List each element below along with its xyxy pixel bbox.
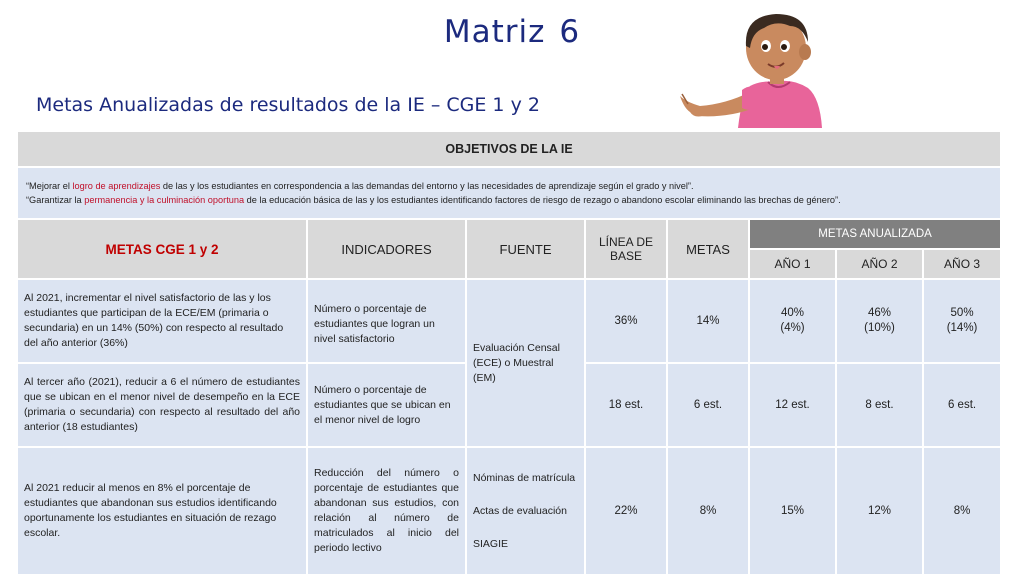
row-1-anio-2-sub: (10%) (864, 322, 895, 334)
row-3-metas: 8% (667, 447, 749, 575)
row-1-anio-1 (749, 279, 836, 363)
row-1-anio-3 (923, 279, 1001, 363)
objective-2-highlight: permanencia y la culminación oportuna (84, 195, 245, 205)
header-metas-cge: METAS CGE 1 y 2 (17, 219, 307, 279)
objective-2-post: de la educación básica de las y los estudiantes identificando factores de riesgo de rezago o abandono escolar eliminando las brechas de género”. (244, 195, 841, 205)
row-3-anio-3: 8% (923, 447, 1001, 575)
header-metas: METAS (667, 219, 749, 279)
title-number: 6 (559, 14, 581, 50)
row-2-anio-1: 12 est. (749, 363, 836, 447)
header-linea-base: LÍNEA DE BASE (585, 219, 667, 279)
row-1-indicador: Número o porcentaje de estudiantes que logran un nivel satisfactorio (307, 279, 466, 363)
page-subtitle: Metas Anualizadas de resultados de la IE – CGE 1 y 2 (36, 94, 540, 116)
row-3-fuente-2: Actas de evaluación (473, 504, 567, 517)
title-word: Matriz (443, 14, 546, 50)
row-1-anio-2-value: 46% (867, 307, 892, 319)
header-metas-anualizada: METAS ANUALIZADA (749, 219, 1001, 249)
row-1-anio-1-sub: (4%) (780, 322, 805, 334)
objective-1 (26, 179, 992, 193)
row-2-anio-3: 6 est. (923, 363, 1001, 447)
child-illustration (672, 8, 832, 128)
row-1-anio-3-value: 50% (950, 307, 974, 319)
row-2-meta: Al tercer año (2021), reducir a 6 el número de estudiantes que se ubican en el menor nivel de desempeño en la ECE (primaria o secundaria) con respecto al resultado del año anterior (18 estudiantes) (17, 363, 307, 447)
row-1-anio-2 (836, 279, 923, 363)
objective-2 (26, 193, 992, 207)
row-1-anio-1-value: 40% (780, 307, 805, 319)
row-3-indicador: Reducción del número o porcentaje de estudiantes que abandonan sus estudios, con relación al número de matriculados al inicio del periodo lectivo (307, 447, 466, 575)
row-3-anio-1: 15% (749, 447, 836, 575)
objective-2-pre: “Garantizar la (26, 195, 85, 205)
header-anio-2: AÑO 2 (836, 249, 923, 279)
objectives-text (17, 167, 1001, 219)
objective-1-highlight: logro de aprendizajes (72, 181, 161, 191)
row-2-metas: 6 est. (667, 363, 749, 447)
row-1-meta: Al 2021, incrementar el nivel satisfactorio de las y los estudiantes que participan de la ECE/EM (primaria o secundaria) en un 14% (50%) con respecto al resultado del año anterior (36%) (17, 279, 307, 363)
row-3-fuente-1: Nóminas de matrícula (473, 471, 576, 484)
row-3-anio-2: 12% (836, 447, 923, 575)
header-anio-1: AÑO 1 (749, 249, 836, 279)
row-3-fuente (466, 447, 585, 575)
page-title (0, 14, 1024, 50)
row-2-indicador: Número o porcentaje de estudiantes que se ubican en el menor nivel de logro (307, 363, 466, 447)
row-3-linea-base: 22% (585, 447, 667, 575)
objective-1-post: de las y los estudiantes en correspondencia a las demandas del entorno y las necesidades de aprendizaje según el grado y nivel”. (160, 181, 694, 191)
header-indicadores: INDICADORES (307, 219, 466, 279)
objective-1-pre: “Mejorar el (26, 181, 73, 191)
header-fuente: FUENTE (466, 219, 585, 279)
fuente-shared: Evaluación Censal (ECE) o Muestral (EM) (466, 279, 585, 447)
table-row (17, 279, 1001, 363)
row-3-meta: Al 2021 reducir al menos en 8% el porcentaje de estudiantes que abandonan sus estudios identificando oportunamente los estudiantes en situación de rezago escolar. (17, 447, 307, 575)
row-2-linea-base: 18 est. (585, 363, 667, 447)
row-1-metas: 14% (667, 279, 749, 363)
goals-table-container (16, 130, 1000, 572)
row-3-fuente-3: SIAGIE (473, 537, 509, 550)
row-2-anio-2: 8 est. (836, 363, 923, 447)
row-1-linea-base: 36% (585, 279, 667, 363)
row-1-anio-3-sub: (14%) (946, 322, 978, 334)
goals-table (16, 130, 1002, 576)
objectives-header: OBJETIVOS DE LA IE (17, 131, 1001, 167)
header-anio-3: AÑO 3 (923, 249, 1001, 279)
table-row (17, 447, 1001, 575)
